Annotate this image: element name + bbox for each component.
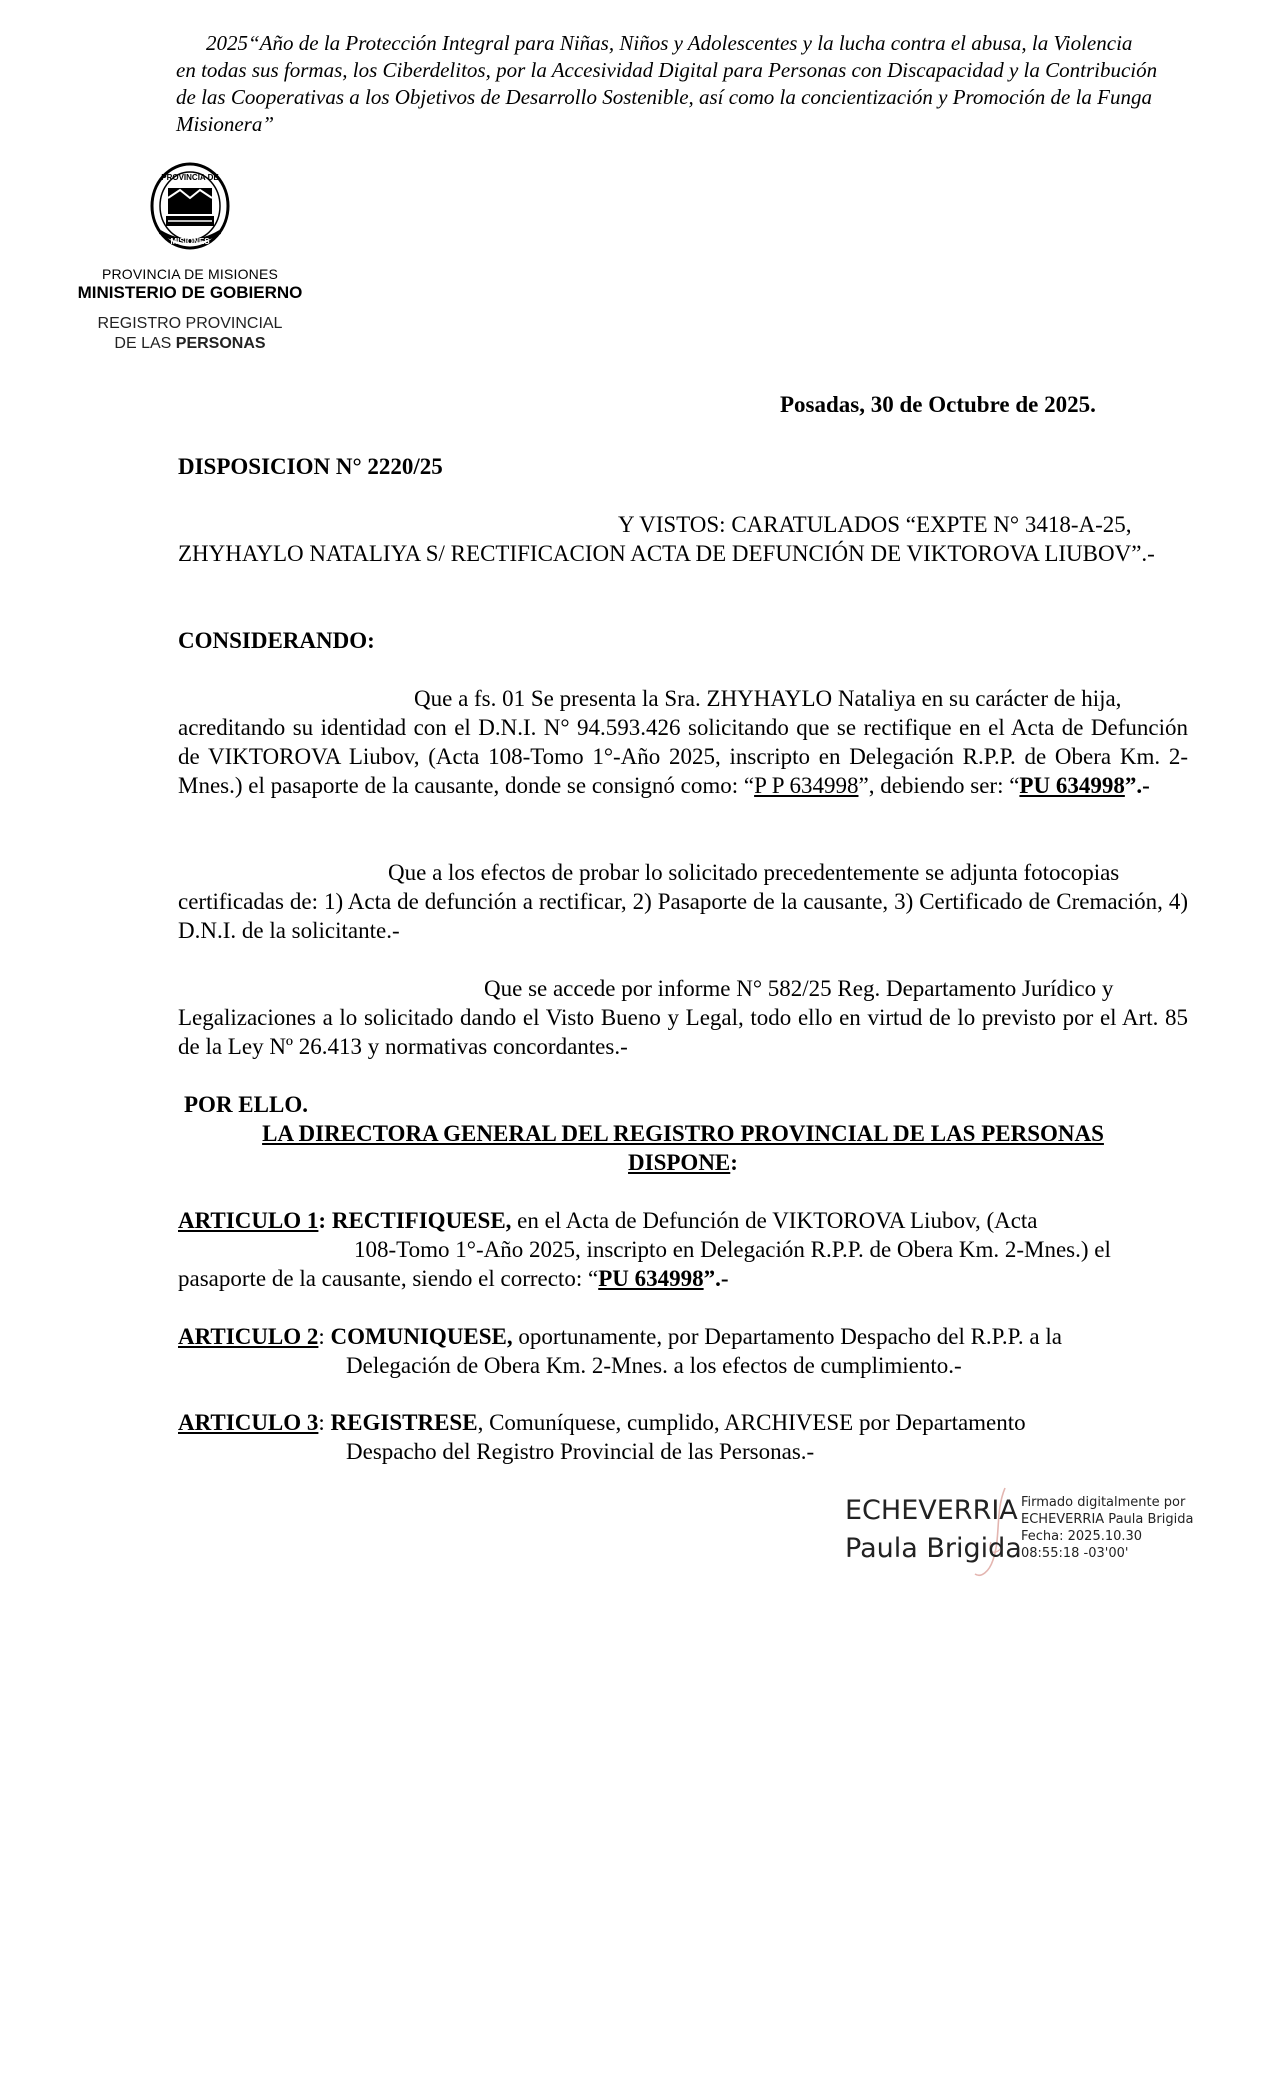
vistos-first-line: Y VISTOS: CARATULADOS “EXPTE N° 3418-A-25, bbox=[618, 512, 1132, 537]
article-line: pasaporte de la causante, siendo el correcto: “PU 634998”.- bbox=[178, 1266, 729, 1291]
article-line: ARTICULO 1: RECTIFIQUESE, en el Acta de Defunción de VIKTOROVA Liubov, (Acta bbox=[178, 1208, 1038, 1233]
article-line: Despacho del Registro Provincial de las Personas.- bbox=[346, 1439, 815, 1464]
considerando-paragraph-1 bbox=[178, 684, 1188, 800]
org-province: PROVINCIA DE MISIONES bbox=[101, 266, 279, 282]
seal-text-bottom: MISIONES bbox=[170, 237, 210, 246]
article-label: ARTICULO 2 bbox=[178, 1324, 319, 1349]
seal-text-top: PROVINCIA DE bbox=[161, 173, 219, 182]
paragraph-body: Legalizaciones a lo solicitado dando el Visto Bueno y Legal, todo ello en virtud de lo previsto por el Art. 85 de la Ley Nº 26.413 y normativas concordantes.- bbox=[178, 1005, 1188, 1059]
paragraph-first-line: Que se accede por informe N° 582/25 Reg. Departamento Jurídico y bbox=[484, 976, 1114, 1001]
considerando-title: CONSIDERANDO: bbox=[178, 628, 375, 653]
considerando-paragraph-3 bbox=[178, 974, 1188, 1061]
paragraph-first-line: Que a fs. 01 Se presenta la Sra. ZHYHAYLO Nataliya en su carácter de hija, bbox=[414, 686, 1122, 711]
signer-name: ECHEVERRIA Paula Brigida bbox=[845, 1495, 1022, 1564]
article-line: 108-Tomo 1°-Año 2025, inscripto en Delegación R.P.P. de Obera Km. 2-Mnes.) el bbox=[354, 1237, 1111, 1262]
signature-details: Firmado digitalmente por ECHEVERRIA Paula Brigida Fecha: 2025.10.30 08:55:18 -03'00' bbox=[1021, 1495, 1194, 1561]
digital-signature[interactable] bbox=[845, 1482, 1205, 1582]
article-2 bbox=[178, 1322, 1188, 1380]
article-line: ARTICULO 2: COMUNIQUESE, oportunamente, por Departamento Despacho del R.P.P. a la bbox=[178, 1324, 1062, 1349]
motto-line: Misionera” bbox=[176, 112, 275, 136]
article-1 bbox=[178, 1206, 1188, 1293]
article-label: ARTICULO 1 bbox=[178, 1208, 319, 1233]
paragraph-body: certificadas de: 1) Acta de defunción a rectificar, 2) Pasaporte de la causante, 3) Certificado de Cremación, 4) D.N.I. de la solicitante.- bbox=[178, 889, 1188, 943]
article-verb: COMUNIQUESE, bbox=[330, 1324, 513, 1349]
motto-line: en todas sus formas, los Ciberdelitos, por la Accesividad Digital para Personas con Discapacidad y la Contribución bbox=[176, 58, 1158, 82]
vistos-body: ZHYHAYLO NATALIYA S/ RECTIFICACION ACTA DE DEFUNCIÓN DE VIKTOROVA LIUBOV”.- bbox=[178, 541, 1155, 566]
correct-passport-value: PU 634998 bbox=[1019, 773, 1125, 798]
article-line: Delegación de Obera Km. 2-Mnes. a los efectos de cumplimiento.- bbox=[346, 1353, 962, 1378]
provincial-seal-icon bbox=[146, 158, 234, 258]
vistos-paragraph bbox=[178, 510, 1188, 568]
director-line: LA DIRECTORA GENERAL DEL REGISTRO PROVINCIAL DE LAS PERSONAS bbox=[262, 1121, 1104, 1146]
org-registry-line2: DE LAS PERSONAS bbox=[114, 335, 266, 352]
wrong-passport-value: P P 634998 bbox=[754, 773, 859, 798]
article-verb: REGISTRESE bbox=[330, 1410, 478, 1435]
document-date: Posadas, 30 de Octubre de 2025. bbox=[780, 392, 1096, 417]
correct-passport-value: PU 634998 bbox=[598, 1266, 704, 1291]
org-registry-line1: REGISTRO PROVINCIAL bbox=[97, 315, 283, 332]
disposition-title: DISPOSICION N° 2220/25 bbox=[178, 454, 443, 479]
por-ello: POR ELLO. bbox=[184, 1092, 308, 1117]
article-3 bbox=[178, 1408, 1188, 1466]
directorate-heading bbox=[178, 1119, 1188, 1177]
org-ministry: MINISTERIO DE GOBIERNO bbox=[77, 283, 303, 302]
article-label: ARTICULO 3 bbox=[178, 1410, 319, 1435]
article-verb: RECTIFIQUESE, bbox=[331, 1208, 512, 1233]
article-line: ARTICULO 3: REGISTRESE, Comuníquese, cumplido, ARCHIVESE por Departamento bbox=[178, 1410, 1026, 1435]
motto-line: de las Cooperativas a los Objetivos de Desarrollo Sostenible, así como la concientización y Promoción de la Funga bbox=[176, 85, 1152, 109]
institution-logo-block bbox=[60, 158, 320, 353]
dispone-line: DISPONE: bbox=[628, 1150, 738, 1175]
motto-line: 2025“Año de la Protección Integral para Niñas, Niños y Adolescentes y la lucha contra el abusa, la Violencia bbox=[206, 31, 1133, 55]
paragraph-body: acreditando su identidad con el D.N.I. N° 94.593.426 solicitando que se rectifique en el Acta de Defunción de VIKTOROVA Liubov, (Acta 108-Tomo 1°-Año 2025, inscripto en Delegación R.P.P. de Obera Km. 2-Mnes.) el pasaporte de la causante, donde se consignó como: “P P 634998”, debiendo ser: “PU 634998”.- bbox=[178, 715, 1188, 798]
motto-header bbox=[176, 30, 1176, 138]
paragraph-first-line: Que a los efectos de probar lo solicitado precedentemente se adjunta fotocopias bbox=[388, 860, 1120, 885]
considerando-paragraph-2 bbox=[178, 858, 1188, 945]
